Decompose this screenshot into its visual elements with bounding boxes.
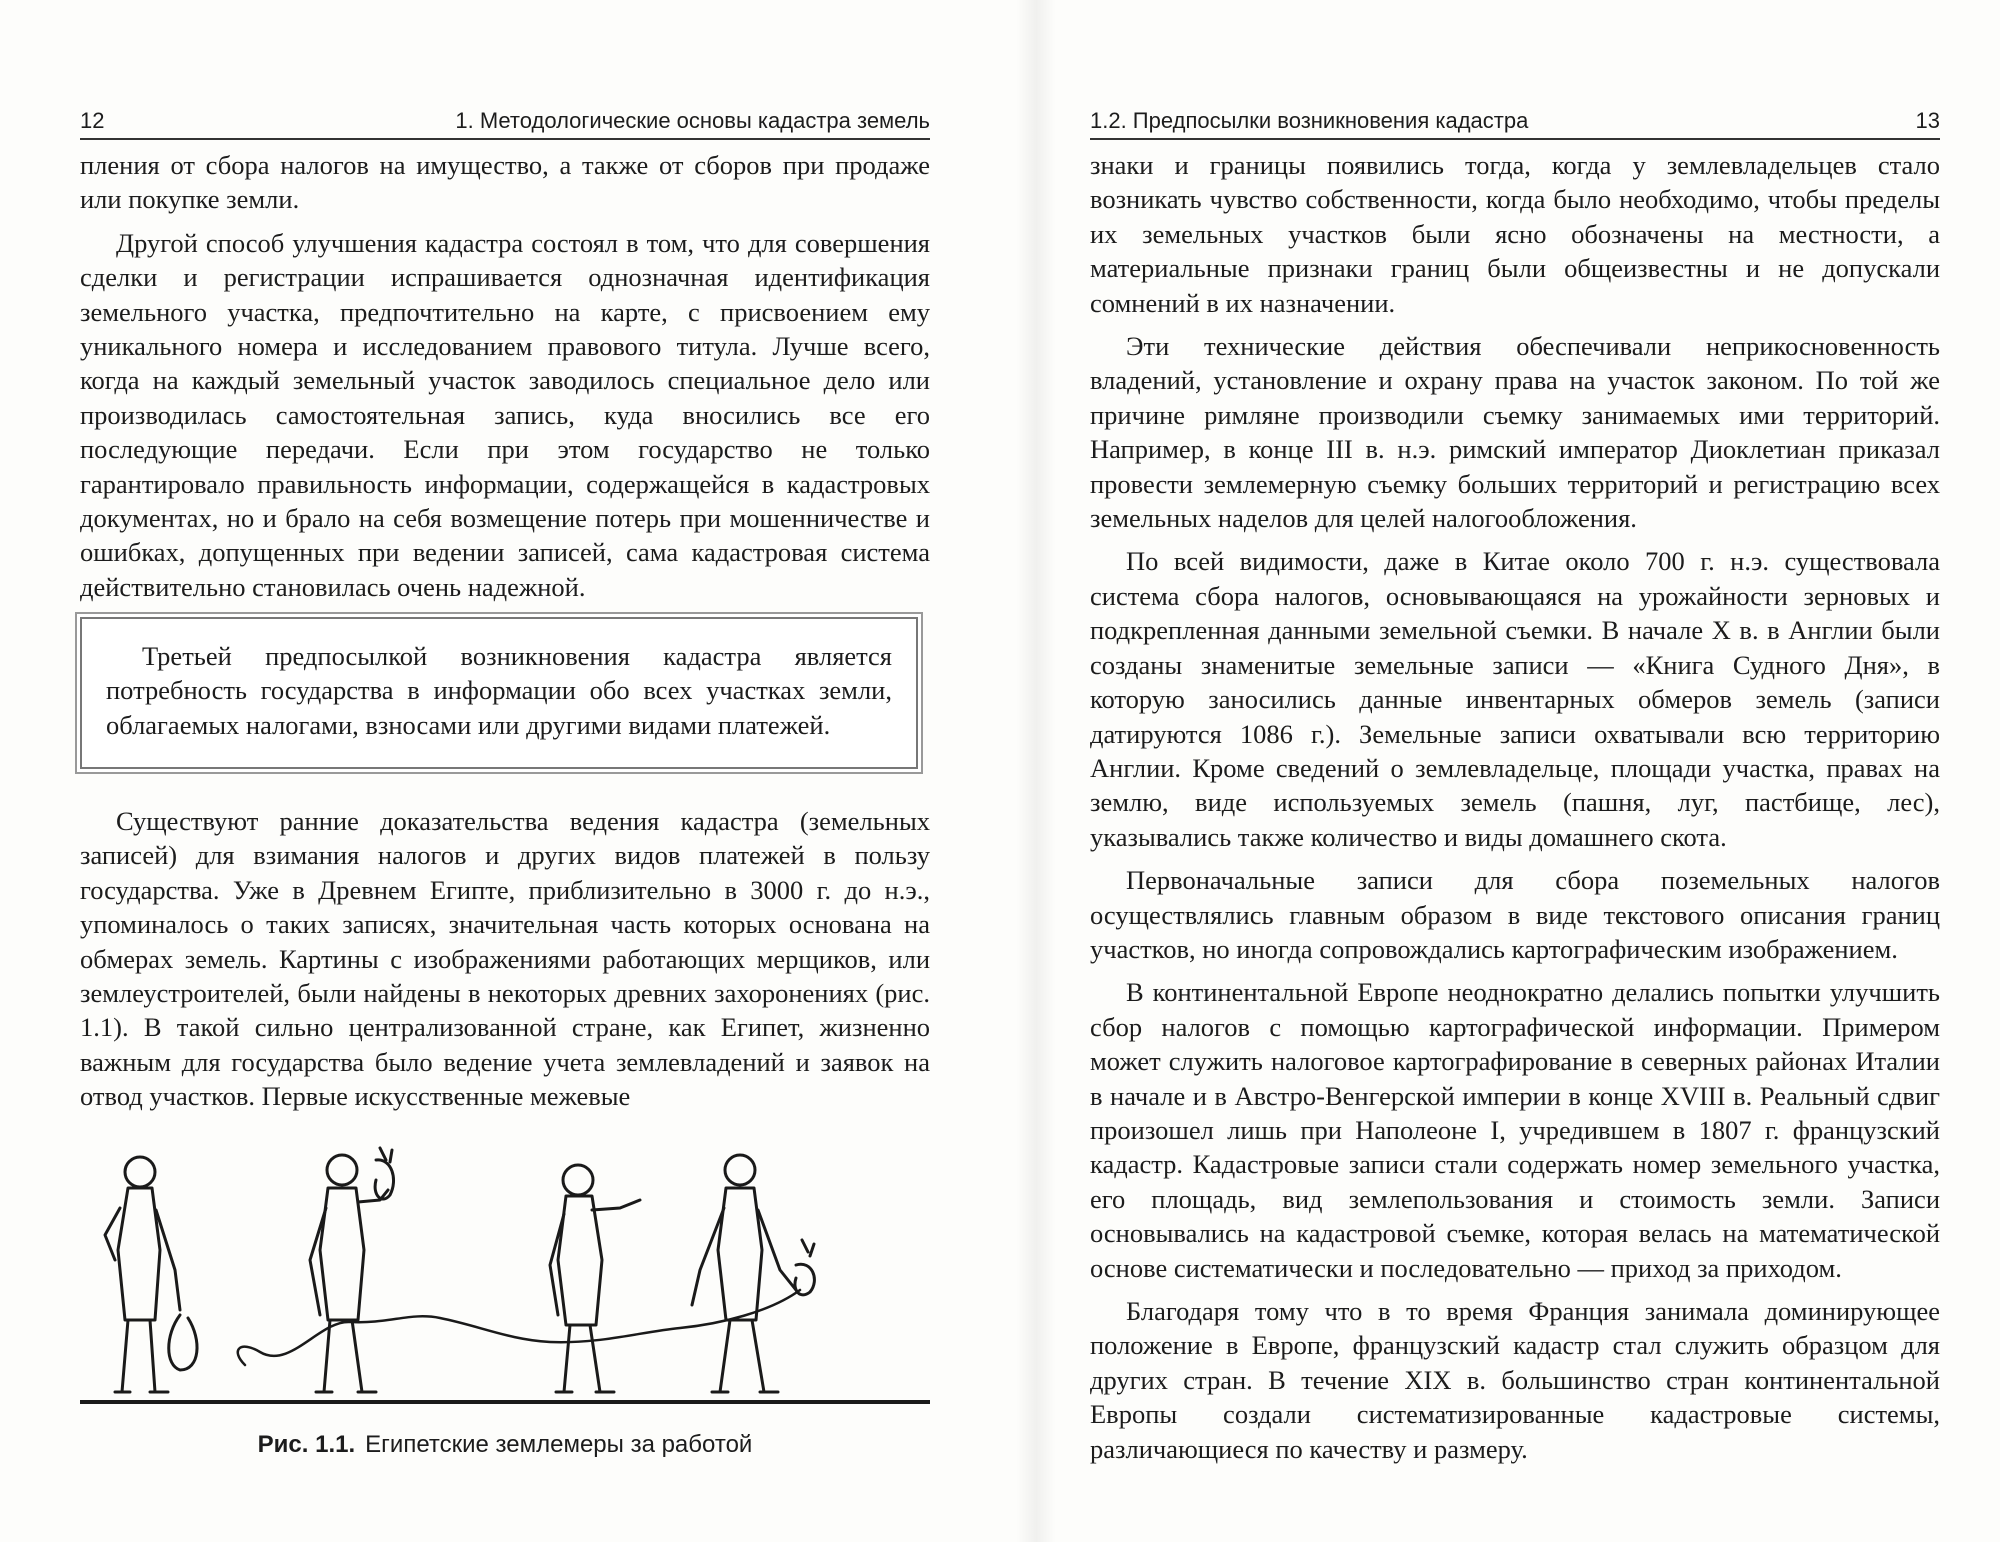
surveyor-figure-2 [310, 1148, 394, 1392]
surveyor-figure-3 [550, 1165, 640, 1392]
paragraph: знаки и границы появились тогда, когда у землевладельцев стало возникать чувство собственности, когда было необходимо, чтобы пределы их земельных участков были ясно обозначены на местности, а материальные признаки границ были общеизвестны и не допускали сомнений в их назначении. [1090, 150, 1940, 318]
paragraph: Другой способ улучшения кадастра состоял в том, что для совершения сделки и регистрации испрашивается однозначная идентификация земельного участка, предпочтительно на карте, с присвоением ему уникального номера и исследованием правового титула. Лучше всего, когда на каждый земельный участок заводилось специальное дело или производилась самостоятельная запись, куда вносились все его последующие передачи. Если при этом государство не только гарантировало правильность информации, содержащейся в кадастровых документах, но и брало на себя возмещение потерь при мошенничестве и ошибках, допущенных при ведении записей, сама кадастровая система действительно становилась очень надежной. [80, 227, 930, 602]
paragraph: В континентальной Европе неоднократно делались попытки улучшить сбор налогов с помощью картографической информации. Примером может служить налоговое картографирование в северных районах Италии в начале и в Австро-Венгерской империи в конце XVIII в. Реальный сдвиг произошел лишь при Наполеоне I, учредившем в 1807 г. французский кадастр. Кадастровые записи стали содержать номер земельного участка, его площадь, вид землепользования и стоимость земли. Записи основывались на кадастровой съемке, которая велась на математической основе систематически и последовательно — приход за приходом. [1090, 977, 1940, 1283]
left-text-mid [80, 804, 930, 1123]
paragraph: пления от сбора налогов на имущество, а также от сборов при продаже или покупке земли. [80, 150, 930, 215]
right-page [1000, 0, 2000, 1542]
page-number: 12 [80, 108, 105, 133]
right-running-head [1090, 108, 1940, 140]
measuring-rope [238, 1290, 800, 1365]
page-number: 13 [1915, 108, 1940, 133]
paragraph: Благодаря тому что в то время Франция занимала доминирующее положение в Европе, французский кадастр стал служить образцом для других стран. В течение XIX в. большинство стран континентальной Европы создали систематизированные кадастровые системы, различающиеся по качеству и размеру. [1090, 1296, 1940, 1464]
paragraph: Эти технические действия обеспечивали неприкосновенность владений, установление и охрану права на участок законом. По той же причине римляне производили съемку занимаемых ими территорий. Например, в конце III в. н.э. римский император Диоклетиан приказал провести землемерную съемку больших территорий и регистрацию всех земельных наделов для целей налогообложения. [1090, 331, 1940, 534]
paragraph: По всей видимости, даже в Китае около 700 г. н.э. существовала система сбора налогов, основывающаяся на урожайности зерновых и подкрепленная данными земельной съемки. В начале X в. в Англии были созданы знаменитые земельные записи — «Книга Судного Дня», в которую заносились данные инвентарных обмеров земель (записи датируются 1086 г.). Земельные записи охватывали всю территорию Англии. Кроме сведений о землевладельце, площади участка, правах на землю, виде используемых земель (пашня, луг, пастбище, лес), указывались также количество и виды домашнего скота. [1090, 546, 1940, 852]
figure-caption-label: Рис. 1.1. [257, 1431, 356, 1458]
surveyor-figure-1 [105, 1157, 197, 1392]
paragraph: Существуют ранние доказательства ведения кадастра (земельных записей) для взимания налогов и других видов платежей в пользу государства. Уже в Древнем Египте, приблизительно в 3000 г. до н.э., упоминалось о таких записях, значительная часть которых основана на обмерах земель. Картины с изображениями работающих мерщиков, или землеустроителей, были найдены в некоторых древних захоронениях (рис. 1.1). В такой сильно централизованной стране, как Египет, жизненно важным для государства было ведение учета землевладений и заявок на отвод участков. Первые искусственные межевые [80, 806, 930, 1112]
running-title: 1. Методологические основы кадастра земель [455, 108, 930, 133]
right-text [1090, 148, 1940, 1475]
figure-caption [80, 1430, 930, 1460]
boxed-statement [80, 617, 918, 769]
paragraph: Первоначальные записи для сбора поземельных налогов осуществлялись главным образом в виде текстового описания границ участков, но иногда сопровождались картографическим изображением. [1090, 865, 1940, 964]
running-title: 1.2. Предпосылки возникновения кадастра [1090, 108, 1529, 133]
surveyor-figure-4 [692, 1155, 814, 1392]
egyptian-surveyors-illustration [80, 1140, 930, 1420]
figure-caption-text: Египетские землемеры за работой [365, 1431, 753, 1458]
left-running-head [80, 108, 930, 140]
left-text-top [80, 148, 930, 613]
figure-egyptian-surveyors [80, 1140, 930, 1420]
boxed-statement-text: Третьей предпосылкой возникновения кадастра является потребность государства в информации обо всех участках земли, облагаемых налогами, взносами или другими видами платежей. [106, 641, 892, 740]
